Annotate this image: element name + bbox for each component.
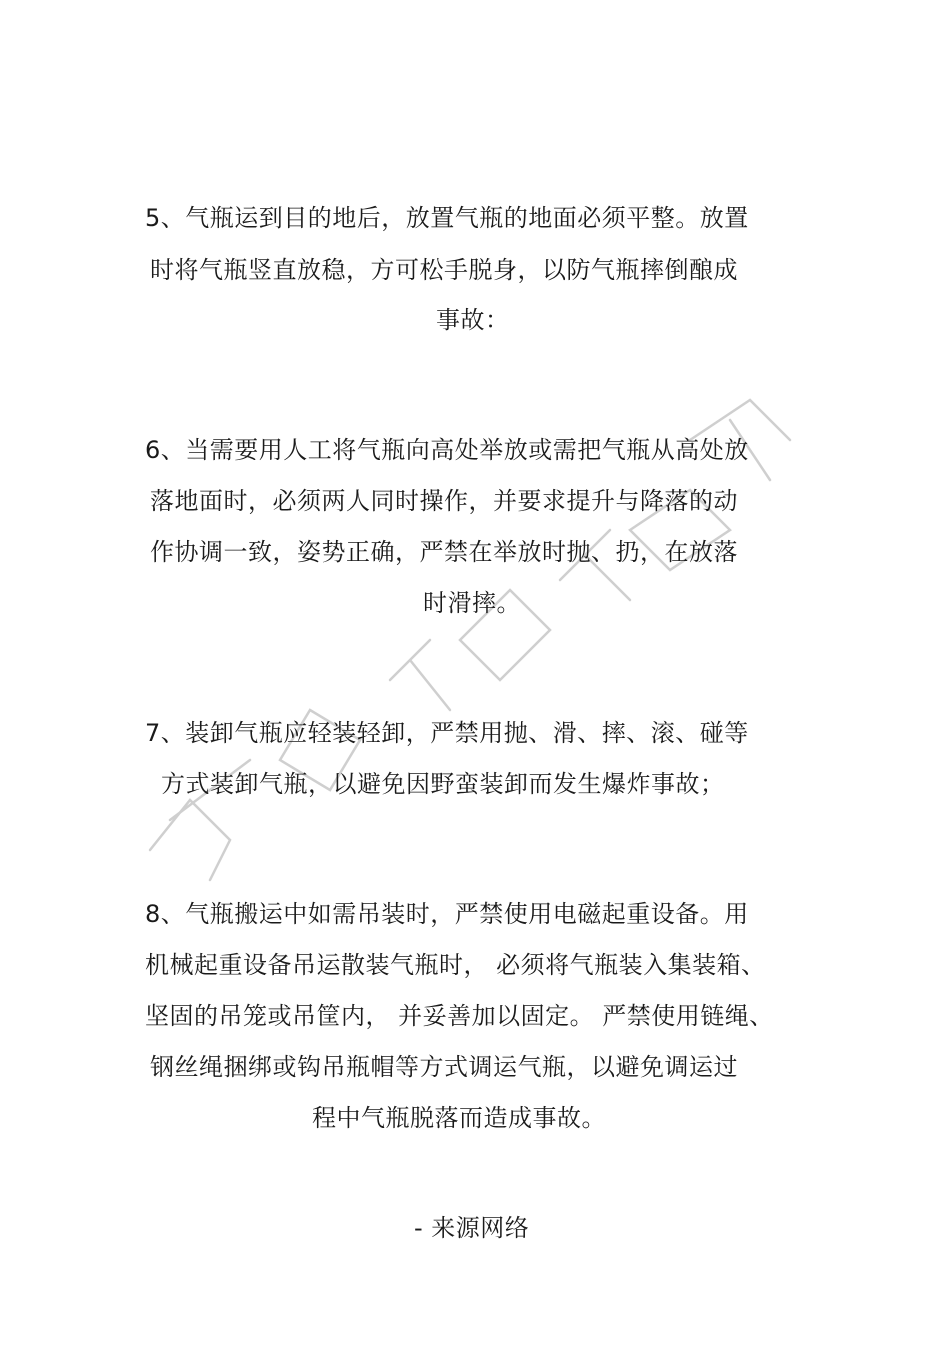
source-note: - 来源网络 [414, 1214, 530, 1242]
item-6-line-3: 作协调一致，姿势正确，严禁在举放时抛、扔，在放落 [150, 538, 738, 566]
item-7-line-1: 7、装卸气瓶应轻装轻卸，严禁用抛、滑、摔、滚、碰等 [145, 719, 749, 747]
item-8-line-4: 钢丝绳捆绑或钩吊瓶帽等方式调运气瓶，以避免调运过 [150, 1053, 738, 1081]
item-5-line-3: 事故： [436, 306, 510, 334]
item-8-line-2: 机械起重设备吊运散装气瓶时， 必须将气瓶装入集装箱、 [145, 951, 766, 979]
item-5-line-1: 5、气瓶运到目的地后，放置气瓶的地面必须平整。放置 [145, 204, 749, 232]
item-8-line-5: 程中气瓶脱落而造成事故。 [312, 1104, 606, 1132]
item-7-line-2: 方式装卸气瓶，以避免因野蛮装卸而发生爆炸事故； [161, 770, 725, 798]
item-8-line-3: 坚固的吊笼或吊筐内， 并妥善加以固定。 严禁使用链绳、 [145, 1002, 774, 1030]
item-8-line-1: 8、气瓶搬运中如需吊装时，严禁使用电磁起重设备。用 [145, 900, 749, 928]
item-6-line-4: 时滑摔。 [423, 589, 521, 617]
item-6-line-1: 6、当需要用人工将气瓶向高处举放或需把气瓶从高处放 [145, 436, 749, 464]
item-6-line-2: 落地面时，必须两人同时操作，并要求提升与降落的动 [150, 487, 738, 515]
item-5-line-2: 时将气瓶竖直放稳，方可松手脱身，以防气瓶摔倒酿成 [150, 256, 738, 284]
